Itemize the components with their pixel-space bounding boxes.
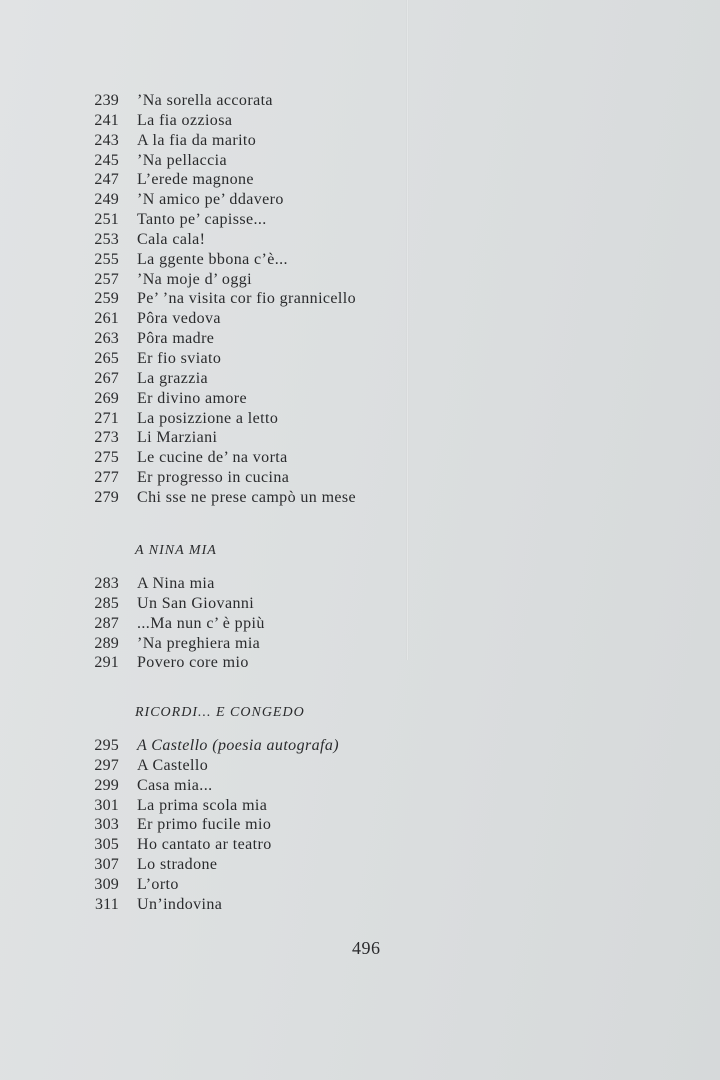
toc-entry-title: Lo stradone — [137, 856, 218, 874]
toc-entry-title: Un San Giovanni — [137, 594, 255, 612]
toc-entry — [0, 190, 720, 210]
toc-entry-page: 255 — [94, 250, 119, 268]
toc-entry-title: A Nina mia — [137, 575, 215, 592]
toc-entry — [0, 289, 720, 309]
toc-entry-title: Cala cala! — [137, 230, 206, 248]
toc-entry-title: Ho cantato ar teatro — [137, 836, 272, 854]
toc-entry — [0, 151, 720, 171]
toc-entry-title: Pôra vedova — [137, 310, 221, 328]
toc-entry-title: Casa mia... — [137, 776, 213, 794]
toc-entry — [0, 796, 720, 816]
toc-entry-title: Le cucine de’ na vorta — [137, 449, 288, 467]
toc-entry-page: 257 — [94, 270, 119, 288]
toc-entry — [0, 349, 720, 369]
toc-entry-title: Pôra madre — [137, 330, 215, 348]
toc-entry — [0, 594, 720, 614]
toc-entry — [0, 736, 720, 756]
toc-entry-title: La ggente bbona c’è... — [137, 250, 288, 268]
toc-entry — [0, 389, 720, 409]
toc-entry-page: 303 — [94, 816, 119, 834]
toc-entry-page: 309 — [94, 875, 119, 893]
toc-entry-page: 283 — [94, 575, 119, 592]
toc-entry-title: Tanto pe’ capisse... — [137, 211, 267, 229]
toc-entry-title: La grazzia — [137, 369, 209, 387]
toc-entry-page: 251 — [94, 211, 119, 229]
toc-entry-page: 307 — [94, 856, 119, 874]
toc-entry-page: 261 — [94, 310, 119, 328]
toc-entry-title: ’Na moje d’ oggi — [137, 270, 252, 288]
toc-entry-title: A Castello — [137, 756, 209, 774]
toc-entry — [0, 91, 720, 111]
toc-entry — [0, 756, 720, 776]
toc-entry — [0, 210, 720, 230]
section-heading-a-nina-mia: A NINA MIA — [135, 543, 217, 558]
toc-entry — [0, 230, 720, 250]
toc-entry — [0, 614, 720, 634]
toc-entry — [0, 250, 720, 270]
toc-entry-page: 289 — [94, 634, 119, 652]
toc-entry-title: La prima scola mia — [137, 796, 268, 814]
toc-entry-title: Er fio sviato — [137, 349, 222, 367]
toc-entry-title: Un’indovina — [137, 895, 223, 913]
toc-entry — [0, 428, 720, 448]
toc-entry-page: 243 — [94, 131, 119, 149]
toc-entry-page: 291 — [94, 654, 119, 672]
toc-list-a-nina-mia — [0, 574, 720, 673]
toc-entry — [0, 111, 720, 131]
toc-list-ricordi-e-congedo — [0, 736, 720, 915]
toc-entry-title: Povero core mio — [137, 654, 249, 672]
toc-entry-page: 275 — [94, 449, 119, 467]
toc-entry — [0, 855, 720, 875]
toc-entry-title: ’Na preghiera mia — [137, 634, 261, 652]
toc-entry-page: 279 — [94, 488, 119, 506]
toc-entry-page: 245 — [94, 151, 119, 169]
toc-entry-title: ...Ma nun c’ è ppiù — [137, 614, 265, 632]
toc-entry — [0, 488, 720, 508]
toc-entry-page: 259 — [94, 290, 119, 308]
toc-entry — [0, 270, 720, 290]
page-number: 496 — [352, 938, 381, 958]
toc-entry-page: 305 — [94, 836, 119, 854]
toc-entry-title: A la fia da marito — [137, 131, 257, 149]
toc-entry-title: Li Marziani — [137, 429, 218, 447]
toc-entry-title: La fia ozziosa — [137, 111, 233, 129]
toc-entry — [0, 634, 720, 654]
toc-entry-page: 273 — [94, 429, 119, 447]
toc-entry-title: L’orto — [137, 875, 179, 893]
toc-entry-title: A Castello (poesia autografa) — [137, 737, 339, 754]
toc-entry — [0, 369, 720, 389]
toc-entry — [0, 329, 720, 349]
toc-entry — [0, 815, 720, 835]
toc-entry — [0, 574, 720, 594]
toc-entry-title: ’Na pellaccia — [137, 151, 228, 169]
toc-entry — [0, 409, 720, 429]
toc-entry-page: 269 — [94, 389, 119, 407]
toc-entry — [0, 170, 720, 190]
toc-entry-page: 287 — [94, 614, 119, 632]
toc-entry-page: 239 — [94, 92, 119, 109]
toc-entry-page: 285 — [94, 594, 119, 612]
toc-entry — [0, 468, 720, 488]
toc-entry-page: 267 — [94, 369, 119, 387]
toc-entry-title: L’erede magnone — [137, 171, 254, 189]
toc-entry-page: 271 — [94, 409, 119, 427]
toc-entry — [0, 895, 720, 915]
toc-entry-page: 295 — [94, 737, 119, 754]
toc-entry-title: Pe’ ’na visita cor fio grannicello — [137, 290, 357, 308]
toc-entry-page: 277 — [94, 469, 119, 487]
toc-entry-title: ’Na sorella accorata — [137, 92, 273, 109]
toc-entry-title: Chi sse ne prese campò un mese — [137, 488, 357, 506]
toc-entry — [0, 448, 720, 468]
toc-entry — [0, 835, 720, 855]
toc-entry-page: 263 — [94, 330, 119, 348]
toc-entry-title: Er divino amore — [137, 389, 247, 407]
toc-entry-page: 241 — [94, 111, 119, 129]
toc-entry-page: 249 — [94, 191, 119, 209]
toc-entry-page: 265 — [94, 349, 119, 367]
toc-entry-title: La posizzione a letto — [137, 409, 279, 427]
toc-entry-page: 253 — [94, 230, 119, 248]
toc-entry-page: 311 — [94, 895, 119, 913]
toc-entry-page: 297 — [94, 756, 119, 774]
toc-entry-page: 301 — [94, 796, 119, 814]
toc-entry — [0, 776, 720, 796]
toc-entry — [0, 309, 720, 329]
toc-entry-title: Er progresso in cucina — [137, 469, 290, 487]
toc-entry-page: 247 — [94, 171, 119, 189]
toc-entry-page: 299 — [94, 776, 119, 794]
toc-entry-title: ’N amico pe’ ddavero — [137, 191, 284, 209]
toc-entry-title: Er primo fucile mio — [137, 816, 272, 834]
section-heading-ricordi-e-congedo: RICORDI... E CONGEDO — [135, 705, 305, 720]
toc-entry — [0, 653, 720, 673]
toc-entry — [0, 131, 720, 151]
toc-entry — [0, 875, 720, 895]
toc-list-main — [0, 91, 720, 508]
